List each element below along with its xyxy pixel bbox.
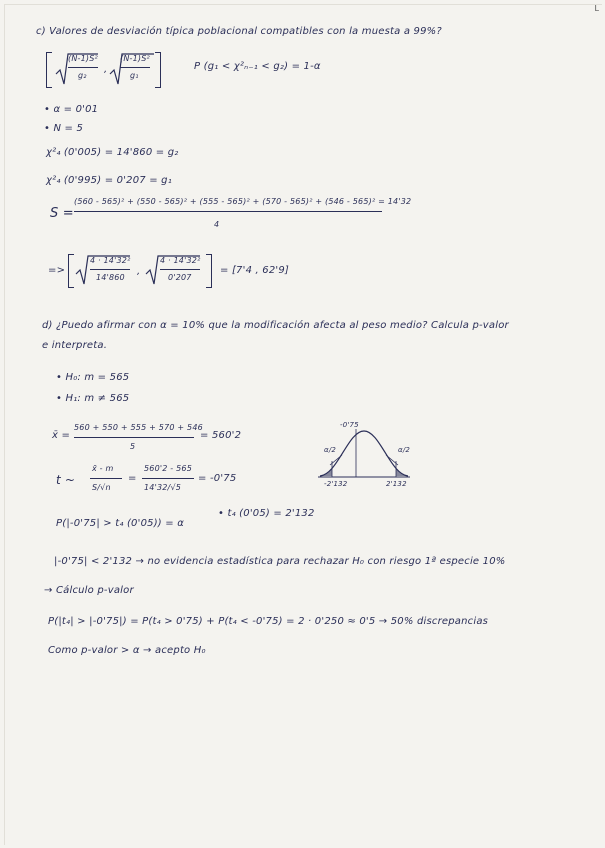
xbar-value: = 560'2 [200, 430, 242, 441]
alt-hypothesis: • H₁: m ≠ 565 [56, 393, 130, 404]
final-decision: Como p-valor > α → acepto H₀ [48, 645, 206, 656]
t-num-2: 560'2 - 565 [144, 464, 193, 473]
t-num-1: x̄ - m [92, 464, 114, 473]
sample-size: • N = 5 [44, 123, 84, 134]
result-right-bracket [206, 254, 212, 288]
interval-left-bracket [46, 52, 52, 88]
part-d-heading-1: d) ¿Puedo afirmar con α = 10% que la modificación afecta al peso medio? Calcula p-valor [42, 320, 509, 331]
t-equals: = [128, 473, 137, 484]
graph-right-alpha: α/2 [398, 446, 411, 454]
graph-left-alpha: α/2 [324, 446, 337, 454]
fraction-bar [74, 211, 382, 212]
null-hypothesis: • H₀: m = 565 [56, 372, 130, 383]
pvalue-calculation: P(|t₄| > |-0'75|) = P(t₄ > 0'75) + P(t₄ < -0'75) = 2 · 0'250 ≈ 0'5 → 50% discrepancias [48, 616, 489, 627]
t-den-2: 14'32/√5 [144, 483, 182, 492]
graph-left-crit: -2'132 [324, 480, 348, 488]
result-den-2: 0'207 [168, 273, 192, 282]
graph-top-label: -0'75 [340, 421, 359, 429]
alpha-value: • α = 0'01 [44, 104, 99, 115]
fraction-bar [120, 67, 150, 68]
result-num-2: 4 · 14'32² [160, 256, 201, 265]
fraction-bar [160, 269, 200, 270]
interval-left-num: (N-1)S² [68, 54, 98, 63]
result-num-1: 4 · 14'32² [90, 256, 131, 265]
s-denominator: 4 [214, 220, 220, 229]
interval-left-den: g₂ [78, 71, 87, 80]
result-comma: , [137, 266, 141, 277]
p-condition: P(|-0'75| > t₄ (0'05)) = α [56, 518, 185, 529]
interval-comma: , [104, 64, 108, 75]
result-interval: = [7'4 , 62'9] [220, 265, 290, 276]
t-distribution-sketch [318, 425, 418, 485]
graph-right-crit: 2'132 [386, 480, 407, 488]
fraction-bar [74, 437, 194, 438]
s-numerator: (560 - 565)² + (550 - 565)² + (555 - 565)² + (570 - 565)² + (546 - 565)² = 14'32 [74, 197, 412, 206]
fraction-bar [142, 478, 194, 479]
t-den-1: S/√n [92, 483, 111, 492]
interval-right-num: (N-1)S² [120, 54, 150, 63]
part-d-heading-2: e interpreta. [42, 340, 108, 351]
xbar-numerator: 560 + 550 + 555 + 570 + 546 [74, 423, 203, 432]
pvalue-title: → Cálculo p-valor [44, 585, 134, 596]
chi-probability: P (g₁ < χ²ₙ₋₁ < g₂) = 1-α [194, 61, 321, 72]
corner-mark: L [594, 4, 599, 13]
xbar-denominator: 5 [130, 442, 136, 451]
t-critical: • t₄ (0'05) = 2'132 [218, 508, 315, 519]
t-label: t ~ [56, 473, 76, 487]
interval-right-den: g₁ [130, 71, 139, 80]
chi-square-lower: χ²₄ (0'995) = 0'207 = g₁ [46, 175, 172, 186]
xbar-label: x̄ = [52, 430, 71, 441]
part-c-heading: c) Valores de desviación típica poblacional compatibles con la muesta a 99%? [36, 26, 442, 37]
fraction-bar [68, 67, 98, 68]
implies-arrow: => [48, 265, 66, 276]
fraction-bar [90, 269, 130, 270]
s-label: S = [50, 206, 74, 221]
chi-square-upper: χ²₄ (0'005) = 14'860 = g₂ [46, 147, 179, 158]
fraction-bar [90, 478, 122, 479]
conclusion: |-0'75| < 2'132 → no evidencia estadística para rechazar H₀ con riesgo 1ª especie 10% [54, 556, 506, 567]
result-den-1: 14'860 [96, 273, 125, 282]
t-value: = -0'75 [198, 473, 237, 484]
